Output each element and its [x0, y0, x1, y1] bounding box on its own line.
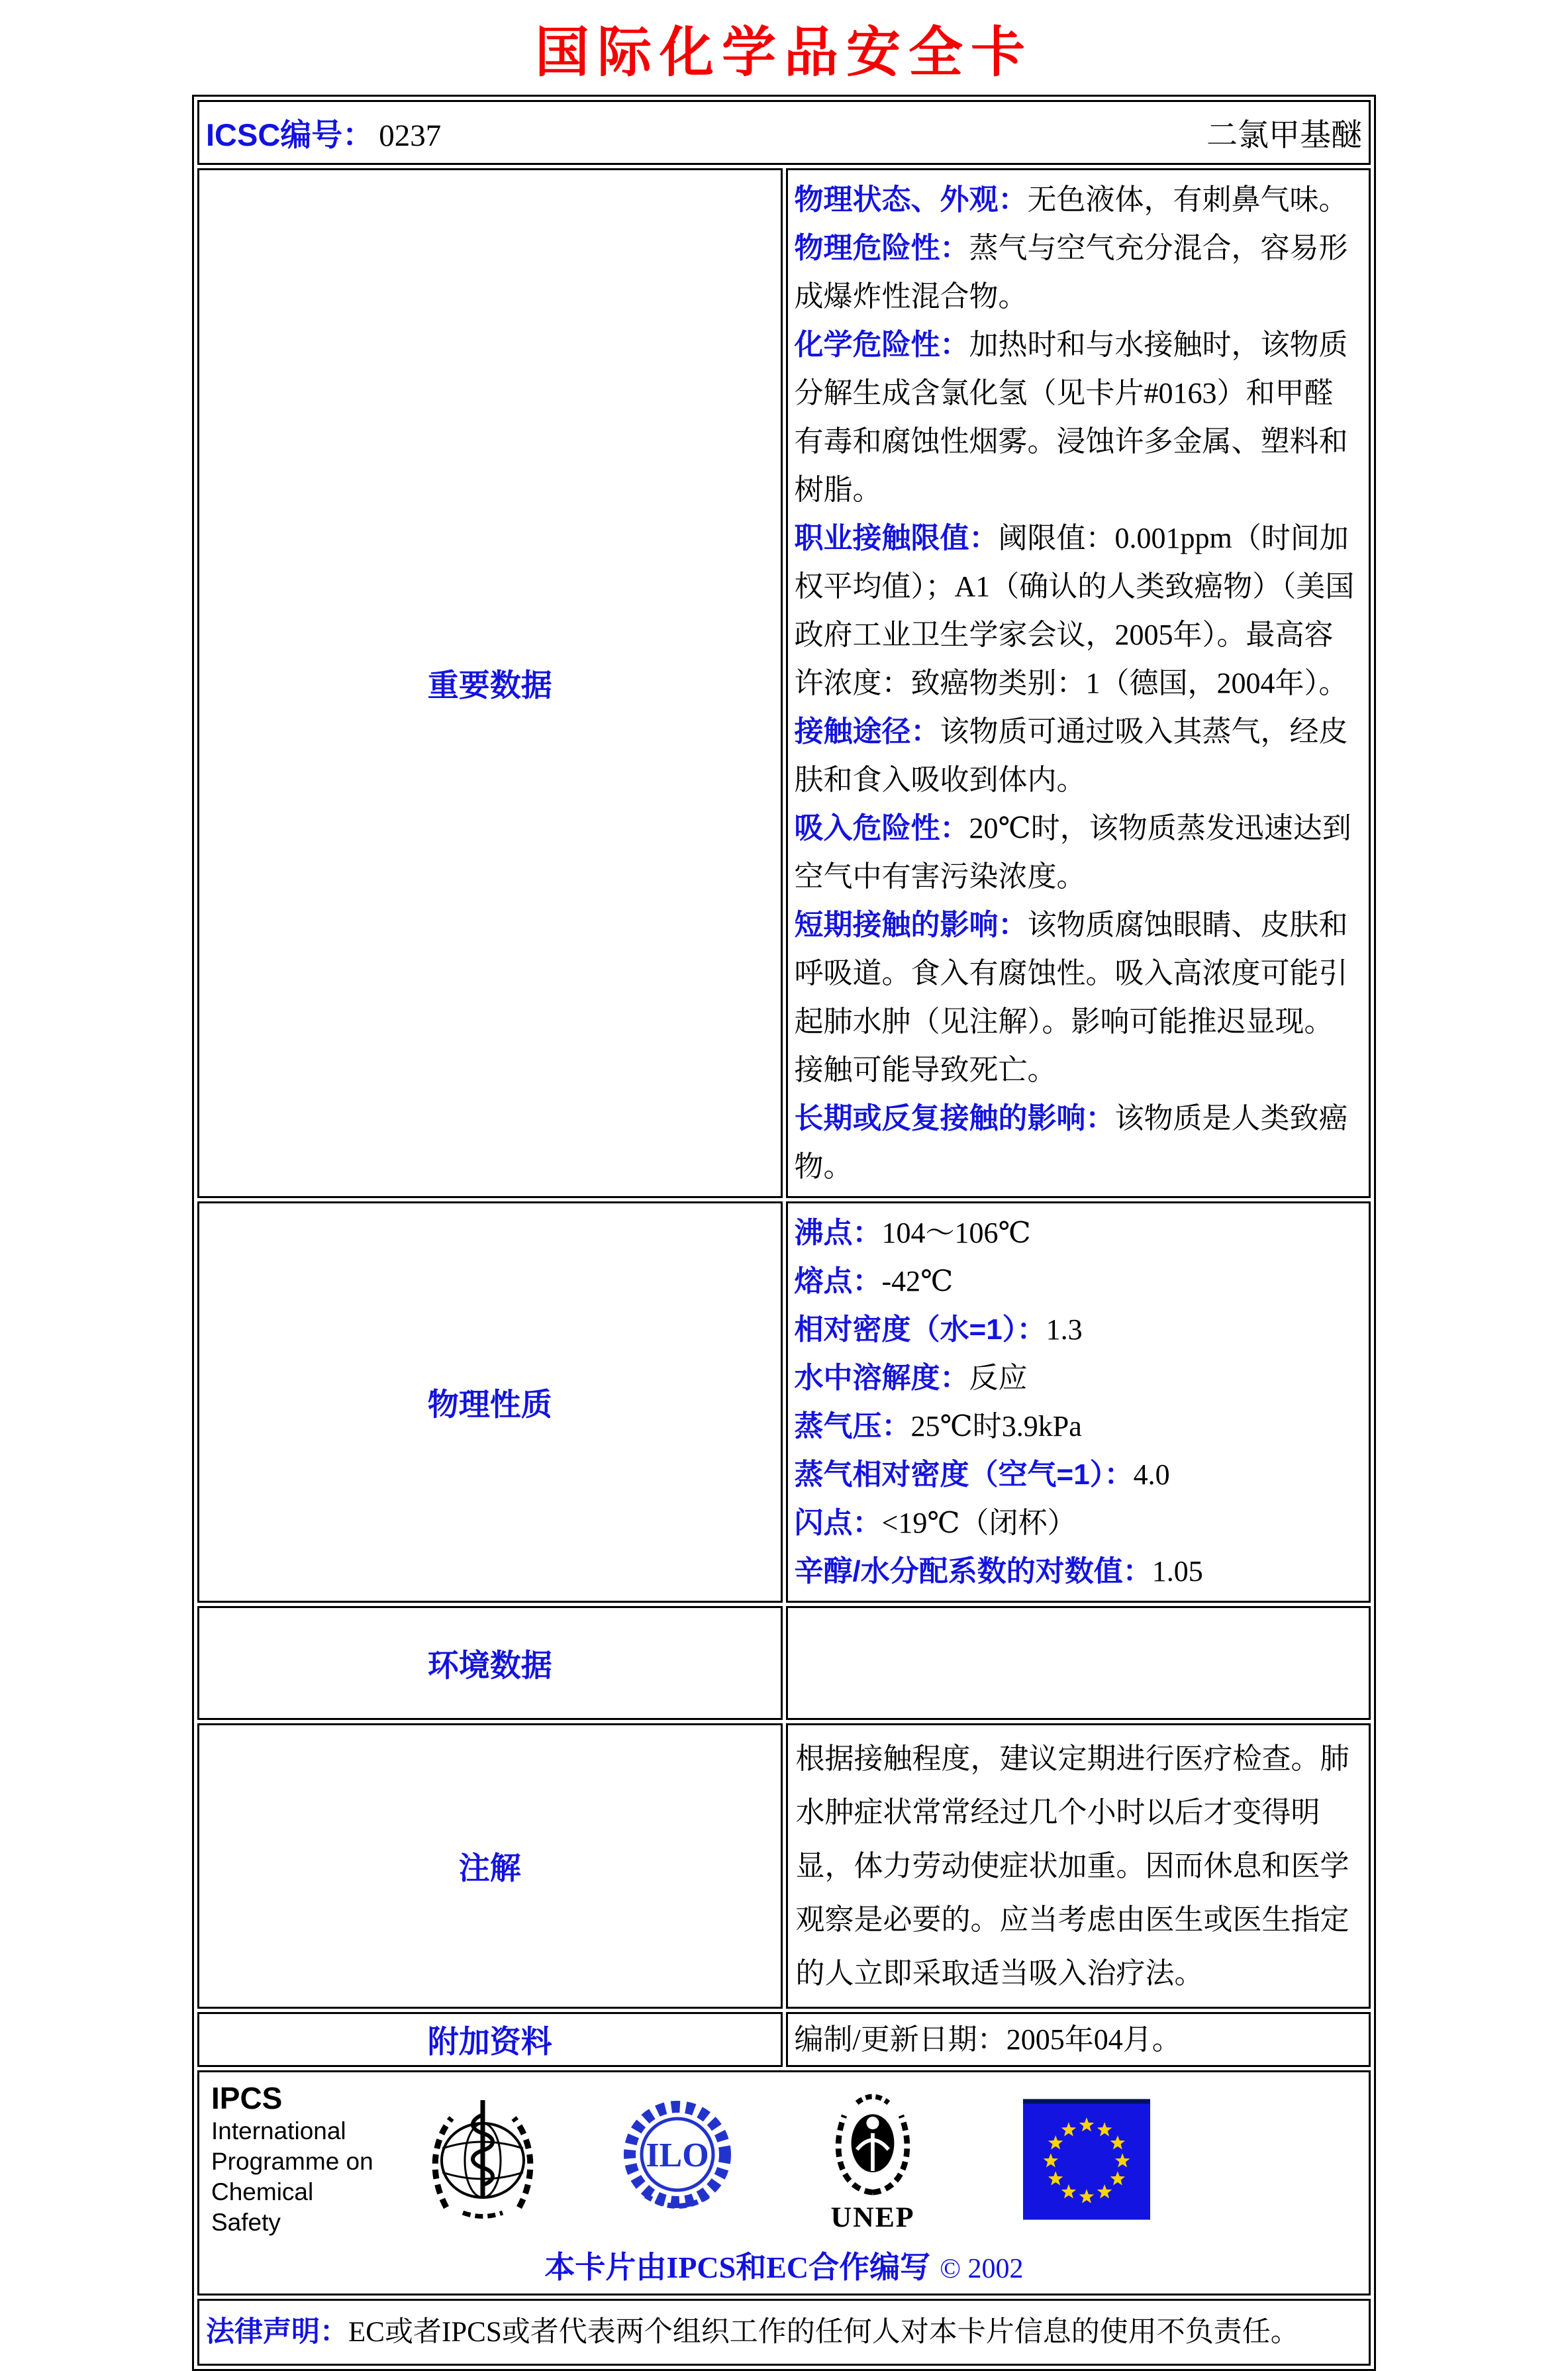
- section-label-cell: [197, 1606, 783, 1720]
- section-label: 重要数据: [427, 668, 552, 703]
- field-label: 水中溶解度：: [794, 1362, 969, 1394]
- section-important-data: [197, 168, 1371, 1198]
- field-row: [795, 901, 1363, 1094]
- field-value: 1.3: [1046, 1313, 1083, 1346]
- section-physical-properties: [197, 1201, 1371, 1603]
- footer-row: [197, 2070, 1371, 2295]
- page-title: 国际化学品安全卡: [534, 21, 1033, 84]
- field-row: [795, 1450, 1363, 1499]
- update-date-text: 编制/更新日期：2005年04月。: [794, 2023, 1181, 2056]
- safety-card-table: [192, 95, 1376, 2371]
- notes-paragraph: 根据接触程度，建议定期进行医疗检查。肺水肿症状常常经过几个小时以后才变得明显，体力劳动使症状加重。因而休息和医学观察是必要的。应当考虑由医生或医生指定的人立即采取适当吸入治疗法。: [795, 1742, 1349, 1990]
- field-row: [795, 1094, 1363, 1191]
- legal-text: EC或者IPCS或者代表两个组织工作的任何人对本卡片信息的使用不负责任。: [348, 2317, 1299, 2348]
- section-content-cell: [786, 1201, 1371, 1603]
- field-row: [795, 1354, 1363, 1402]
- section-content-cell: [786, 1723, 1371, 2009]
- field-label: 化学危险性：: [794, 328, 969, 361]
- field-label: 相对密度（水=1）：: [794, 1313, 1046, 1346]
- field-row: [795, 224, 1363, 321]
- section-label-cell: [197, 1723, 783, 2009]
- field-row: [795, 1547, 1363, 1595]
- ipcs-text-block: [211, 2080, 389, 2238]
- chemical-name: 二氯甲基醚: [1206, 118, 1362, 153]
- ipcs-subtitle-line: International: [211, 2117, 346, 2144]
- field-value: 该物质可通过吸入其蒸气，经皮肤和食入吸收到体内。: [794, 715, 1348, 796]
- header-cell: [197, 100, 1371, 165]
- field-label: 吸入危险性：: [794, 812, 969, 844]
- field-label: 熔点：: [794, 1265, 882, 1297]
- field-label: 蒸气相对密度（空气=1）：: [794, 1458, 1134, 1491]
- field-value: 该物质是人类致癌物。: [794, 1102, 1348, 1183]
- section-content-cell: [786, 168, 1371, 1198]
- field-row: [795, 1209, 1363, 1257]
- field-label: 短期接触的影响：: [794, 909, 1028, 941]
- ilo-text: ILO: [646, 2137, 709, 2174]
- field-value: 104～106℃: [881, 1217, 1031, 1249]
- section-label-cell: [197, 2012, 783, 2067]
- section-label-cell: [197, 168, 783, 1198]
- legal-cell: [197, 2299, 1371, 2366]
- field-label: 长期或反复接触的影响：: [794, 1102, 1115, 1135]
- field-row: [795, 1305, 1363, 1354]
- field-value: 蒸气与空气充分混合，容易形成爆炸性混合物。: [794, 232, 1348, 313]
- field-value: 20℃时，该物质蒸发迅速达到空气中有害污染浓度。: [794, 812, 1351, 893]
- ilo-emblem-icon: [620, 2096, 734, 2222]
- section-label: 附加资料: [427, 2024, 552, 2059]
- section-label-cell: [197, 1201, 783, 1603]
- field-label: 物理危险性：: [794, 232, 969, 264]
- ipcs-subtitle-line: Programme on: [211, 2148, 373, 2175]
- field-row: [795, 1402, 1363, 1450]
- icsc-number-label: ICSC编号：: [206, 117, 374, 152]
- field-label: 辛醇/水分配系数的对数值：: [794, 1555, 1152, 1588]
- section-label: 注解: [458, 1850, 521, 1886]
- field-label: 闪点：: [794, 1507, 882, 1539]
- field-row: [795, 321, 1363, 514]
- field-label: 职业接触限值：: [794, 522, 999, 554]
- unep-emblem-icon: [819, 2082, 926, 2233]
- section-environmental-data: [197, 1606, 1371, 1720]
- footer-cell: [197, 2070, 1371, 2295]
- section-additional-info: [197, 2012, 1371, 2067]
- field-label: 接触途径：: [794, 715, 940, 748]
- ipcs-title: IPCS: [211, 2081, 283, 2115]
- section-content-cell: [786, 2012, 1371, 2067]
- field-value: <19℃（闭杯）: [881, 1507, 1077, 1539]
- legal-row: [197, 2299, 1371, 2366]
- icsc-number-value: 0237: [379, 118, 442, 153]
- field-value: 阈限值：0.001ppm（时间加权平均值）；A1（确认的人类致癌物）（美国政府工业卫生学家会议，2005年）。最高容许浓度：致癌物类别：1（德国，2004年）。: [794, 522, 1355, 699]
- field-row: [795, 804, 1363, 901]
- field-value: 25℃时3.9kPa: [910, 1410, 1082, 1442]
- unep-block: [819, 2082, 926, 2237]
- section-label: 物理性质: [427, 1386, 552, 1422]
- icsc-number-group: [206, 111, 441, 155]
- footer-caption: [211, 2243, 1357, 2287]
- field-label: 沸点：: [794, 1217, 882, 1249]
- field-value: 反应: [969, 1362, 1028, 1394]
- section-notes: [197, 1723, 1371, 2009]
- unep-text: UNEP: [830, 2201, 915, 2233]
- field-label: 蒸气压：: [794, 1410, 911, 1442]
- field-label: 物理状态、外观：: [794, 183, 1028, 216]
- field-row: [795, 1257, 1363, 1305]
- field-value: 1.05: [1152, 1555, 1203, 1588]
- header-row: [197, 100, 1371, 165]
- field-value: 加热时和与水接触时，该物质分解生成含氯化氢（见卡片#0163）和甲醛有毒和腐蚀性烟雾。浸蚀许多金属、塑料和树脂。: [794, 328, 1348, 506]
- field-row: [795, 707, 1363, 804]
- logos-row: [211, 2080, 1357, 2238]
- field-value: 该物质腐蚀眼睛、皮肤和呼吸道。食入有腐蚀性。吸入高浓度可能引起肺水肿（见注解）。影响可能推迟显现。接触可能导致死亡。: [794, 909, 1348, 1086]
- legal-label: 法律声明：: [206, 2316, 348, 2348]
- field-row: [795, 1499, 1363, 1547]
- caption-text: 本卡片由IPCS和EC合作编写: [544, 2250, 931, 2284]
- eu-flag-icon: [1023, 2098, 1150, 2221]
- field-row: [795, 176, 1363, 224]
- copyright-text: © 2002: [940, 2254, 1024, 2284]
- section-label: 环境数据: [427, 1647, 552, 1683]
- who-emblem-icon: [426, 2096, 540, 2222]
- section-content-cell: [786, 1606, 1371, 1720]
- field-value: 无色液体，有刺鼻气味。: [1027, 183, 1348, 216]
- ipcs-subtitle-line: Chemical Safety: [211, 2178, 314, 2236]
- field-value: 4.0: [1133, 1458, 1170, 1491]
- field-row: [795, 514, 1363, 707]
- field-value: -42℃: [881, 1265, 954, 1297]
